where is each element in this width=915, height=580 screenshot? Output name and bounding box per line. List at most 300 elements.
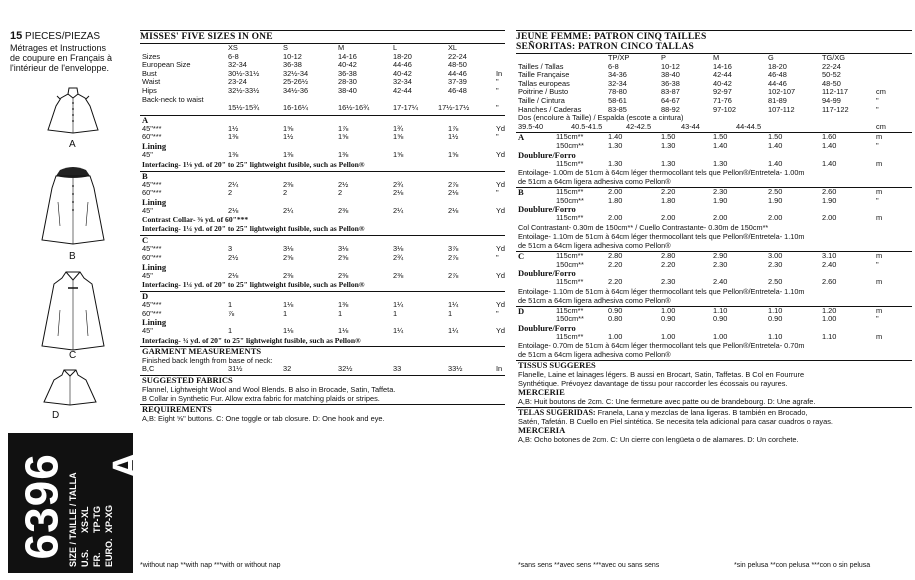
- row-unit: cm: [876, 121, 886, 131]
- fr-label: FR.: [92, 552, 102, 567]
- row-value: 22-24: [448, 51, 467, 61]
- row-value: 1¼: [448, 300, 459, 310]
- mercerie-line: A,B: Huit boutons de 2cm. C: Une fermeture avec patte ou de brandebourg. D: Une agrafe.: [518, 397, 816, 407]
- row-label: Hanches / Caderas: [518, 104, 582, 114]
- row-value: 0.90: [713, 314, 728, 324]
- row-value: 0.90: [608, 305, 623, 315]
- row-value: 1.10: [822, 331, 837, 341]
- row-value: 1: [228, 300, 233, 310]
- row-value: 1.50: [661, 132, 676, 142]
- row-value: 38-40: [661, 70, 680, 80]
- row-unit: m: [876, 277, 883, 287]
- row-value: ⅞: [228, 308, 235, 318]
- row-value: 42-44: [713, 70, 732, 80]
- row-value: 1.60: [822, 132, 837, 142]
- row-value: 1¼: [393, 326, 404, 336]
- row-value: 1.80: [661, 195, 676, 205]
- row-value: 1: [393, 308, 398, 318]
- row-value: 2.00: [661, 213, 676, 223]
- row-value: 31½: [228, 363, 243, 373]
- row-value: 48-50: [448, 60, 467, 70]
- row-label: Bust: [142, 68, 157, 78]
- view-b-label: B: [69, 251, 76, 262]
- row-value: 0.90: [661, 314, 676, 324]
- row-value: 1.00: [608, 331, 623, 341]
- row-unit: cm: [876, 87, 886, 97]
- row-label: 45": [142, 270, 153, 280]
- row-value: 1.40: [768, 158, 783, 168]
- view-letter-a: A: [142, 114, 149, 125]
- row-value: 2.90: [713, 250, 728, 260]
- french-header: JEUNE FEMME: PATRON CINQ TAILLES: [516, 30, 912, 42]
- row-label: 45": [142, 149, 153, 159]
- view-d-label: D: [52, 410, 60, 421]
- row-value: 1.90: [768, 195, 783, 205]
- row-value: 42-42.5: [626, 121, 652, 131]
- merceria-header: MERCERIA: [518, 425, 566, 436]
- row-value: 16½-16¾: [338, 103, 370, 113]
- row-value: 1.30: [608, 158, 623, 168]
- row-value: 10-12: [661, 61, 680, 71]
- row-value: 44-46: [393, 60, 412, 70]
- english-header: MISSES' FIVE SIZES IN ONE: [140, 30, 505, 44]
- spanish-header: SEÑORITAS: PATRON CINCO TALLAS: [516, 42, 912, 54]
- row-value: 112-117: [822, 87, 849, 97]
- row-value: 10-12: [283, 51, 302, 61]
- row-value: 17½-17½: [438, 103, 470, 113]
- row-value: 1⅞: [448, 123, 459, 133]
- row-value: 1: [448, 308, 453, 318]
- row-label: Hips: [142, 85, 157, 95]
- row-unit: Yd: [496, 244, 506, 254]
- french-spanish-section: [516, 30, 912, 575]
- row-value: 1⅜: [338, 300, 349, 310]
- lining-label: Doublure/Forro: [518, 268, 576, 279]
- row-value: 2¾: [393, 179, 404, 189]
- row-value: 1½: [283, 132, 294, 142]
- row-value: 1.00: [713, 331, 728, 341]
- row-unit: In: [496, 363, 503, 373]
- envelope-instructions: Métrages et Instructions de coupure en Français à l'intérieur de l'enveloppe.: [10, 43, 113, 73]
- lining-label: Lining: [142, 140, 167, 151]
- interfacing-note: de 51cm a 64cm ligera adhesiva como Pellon®: [518, 350, 671, 360]
- interfacing-note: de 51cm a 64cm ligera adhesiva como Pellon®: [518, 240, 671, 250]
- pattern-number-box: [8, 433, 148, 573]
- row-value: 2.00: [822, 213, 837, 223]
- row-label: 150cm**: [556, 140, 584, 150]
- row-label: European Size: [142, 60, 191, 70]
- row-value: 44-44.5: [736, 121, 762, 131]
- row-unit: ": [496, 77, 499, 87]
- row-unit: ": [496, 103, 499, 113]
- mercerie-header: MERCERIE: [518, 387, 565, 398]
- row-value: 18-20: [768, 61, 787, 71]
- row-value: 2.40: [713, 277, 728, 287]
- view-d-illustration: [40, 368, 100, 408]
- row-value: 30½-31½: [228, 68, 260, 78]
- row-label: 60"***: [142, 308, 162, 318]
- lining-label: Doublure/Forro: [518, 149, 576, 160]
- size-col-header: P: [661, 53, 666, 62]
- interfacing-note: de 51cm a 64cm ligera adhesiva como Pellon®: [518, 177, 671, 187]
- lining-row: [140, 207, 505, 216]
- row-value: 44-46: [768, 78, 787, 88]
- row-value: 2¼: [228, 179, 239, 189]
- row-value: 1½: [228, 123, 239, 133]
- requirements-line: A,B: Eight ⅝" buttons. C: One toggle or tab closure. D: One hook and eye.: [142, 414, 385, 424]
- size-col-header: XL: [448, 43, 458, 52]
- row-value: 2⅛: [448, 188, 459, 198]
- row-label: 115cm**: [556, 132, 584, 142]
- row-value: 46-48: [448, 85, 467, 95]
- dos-row: [516, 123, 912, 132]
- row-value: 64-67: [661, 95, 680, 105]
- row-value: 2⅝: [283, 252, 294, 262]
- row-value: 2½: [338, 179, 349, 189]
- row-value: 1⅛: [283, 326, 294, 336]
- row-label: 150cm**: [556, 314, 584, 324]
- tissus-header: TISSUS SUGGERES: [518, 360, 596, 371]
- row-unit: ": [876, 140, 879, 150]
- row-value: 17-17¼: [393, 103, 419, 113]
- row-label: Taille / Cintura: [518, 95, 565, 105]
- row-value: 1.30: [608, 140, 623, 150]
- row-value: 1¼: [448, 326, 459, 336]
- english-footnote: *without nap **with nap ***with or without nap: [140, 562, 281, 569]
- lining-row: [516, 278, 912, 287]
- row-value: 2.20: [608, 259, 623, 269]
- view-letter-b: B: [142, 170, 148, 181]
- row-value: 1.00: [822, 314, 837, 324]
- row-value: 1.80: [608, 195, 623, 205]
- row-value: 32-34: [393, 77, 412, 87]
- view-letter-b: B: [518, 187, 524, 198]
- row-value: 2⅛: [228, 205, 239, 215]
- row-value: 1.90: [822, 195, 837, 205]
- row-value: 3.00: [768, 250, 783, 260]
- row-value: 2.00: [713, 213, 728, 223]
- row-value: 2.20: [661, 187, 676, 197]
- row-value: 2⅞: [448, 252, 459, 262]
- row-value: 2.60: [822, 187, 837, 197]
- row-label: 115cm**: [556, 158, 584, 168]
- row-value: 71-76: [713, 95, 732, 105]
- row-unit: m: [876, 331, 883, 341]
- garment-text: Finished back length from base of neck:: [142, 355, 273, 365]
- row-value: 36-38: [283, 60, 302, 70]
- row-unit: ": [496, 85, 499, 95]
- lining-row: [140, 151, 505, 160]
- row-value: 2¼: [393, 205, 404, 215]
- row-value: 40-42: [713, 78, 732, 88]
- yardage-row: [140, 310, 505, 319]
- view-letter-d: D: [518, 305, 525, 316]
- row-value: 37-39: [448, 77, 467, 87]
- row-value: 32: [283, 363, 292, 373]
- row-value: 3⅛: [283, 244, 294, 254]
- telas-text: Franela, Lana y mezclas de lana ligeras. B también en Brocado,: [595, 408, 808, 418]
- size-col-header: XS: [228, 43, 238, 52]
- row-value: 2.50: [768, 187, 783, 197]
- row-unit: m: [876, 213, 883, 223]
- yardage-row: [140, 189, 505, 198]
- row-value: 83-85: [608, 104, 627, 114]
- row-value: 14-16: [338, 51, 357, 61]
- pieces-count: 15 PIECES/PIEZAS: [10, 30, 101, 42]
- french-footnote: *sans sens **avec sens ***avec ou sans sens: [518, 562, 660, 569]
- row-value: 1.10: [768, 331, 783, 341]
- interfacing-note: de 51cm a 64cm ligera adhesiva como Pellon®: [518, 295, 671, 305]
- fabrics-line: B Collar in Synthetic Fur. Allow extra fabric for matching plaids or stripes.: [142, 394, 380, 404]
- row-value: 1⅞: [338, 123, 349, 133]
- row-unit: Yd: [496, 179, 506, 189]
- row-value: 2: [283, 188, 288, 198]
- row-label: 45"***: [142, 179, 162, 189]
- row-value: 2.80: [661, 250, 676, 260]
- row-value: 1⅝: [393, 149, 404, 159]
- size-col-header: M: [713, 53, 720, 62]
- fr-sizes: TP-TG: [92, 506, 102, 533]
- row-value: 2⅞: [448, 270, 459, 280]
- row-label: 115cm**: [556, 213, 584, 223]
- interfacing-note: Interfacing- ¾ yd. of 20" to 25" lightweight fusible, such as Pellon®: [142, 335, 361, 345]
- row-unit: ": [876, 104, 879, 114]
- row-label: Tailles / Tallas: [518, 61, 564, 71]
- row-label: 115cm**: [556, 277, 584, 287]
- view-a-illustration: [40, 86, 106, 138]
- row-value: 39.5-40: [518, 121, 544, 131]
- row-value: 33½: [448, 363, 463, 373]
- lining-label: Lining: [142, 261, 167, 272]
- row-value: 2⅜: [338, 205, 349, 215]
- garment-row: [140, 365, 505, 374]
- row-label: 45": [142, 205, 153, 215]
- row-value: 2⅞: [448, 179, 459, 189]
- row-unit: ": [496, 252, 499, 262]
- size-col-header: S: [283, 43, 288, 52]
- row-unit: ": [496, 308, 499, 318]
- row-value: 2.00: [608, 187, 623, 197]
- row-value: 3.10: [822, 250, 837, 260]
- row-value: 2.30: [713, 259, 728, 269]
- row-value: 1¼: [393, 300, 404, 310]
- row-value: 1.00: [661, 331, 676, 341]
- us-sizes: XS-XL: [80, 506, 90, 533]
- row-value: 1: [283, 308, 288, 318]
- row-unit: m: [876, 132, 883, 142]
- view-letter-c: C: [518, 250, 525, 261]
- row-value: 1⅛: [338, 326, 349, 336]
- row-value: 46-48: [768, 70, 787, 80]
- row-value: 1¾: [393, 123, 404, 133]
- row-label: Dos (encolure à Taille) / Espalda (escote a cintura): [518, 113, 684, 123]
- row-unit: In: [496, 68, 503, 78]
- row-value: 22-24: [822, 61, 841, 71]
- row-value: 23-24: [228, 77, 247, 87]
- interfacing-note: Entoilage- 0.70m de 51cm à 64cm léger thermocollant tels que Pellon®/Entretela- 0.70m: [518, 341, 805, 351]
- row-value: 0.80: [608, 314, 623, 324]
- row-unit: m: [876, 158, 883, 168]
- row-value: 1⅛: [283, 300, 294, 310]
- lining-label: Doublure/Forro: [518, 322, 576, 333]
- row-value: 1⅜: [283, 149, 294, 159]
- merceria-line: A,B: Ocho botones de 2cm. C: Un cierre con lengüeta o de alamares. D: Un corchete.: [518, 435, 799, 445]
- row-value: 1.40: [768, 140, 783, 150]
- row-value: 2: [228, 188, 233, 198]
- row-value: 40.5-41.5: [571, 121, 603, 131]
- tissus-line: Synthétique. Prévoyez davantage de tissu pour raccorder les écossais ou rayures.: [518, 379, 788, 389]
- row-value: 34-36: [608, 70, 627, 80]
- row-value: 102-107: [768, 87, 796, 97]
- row-unit: Yd: [496, 270, 506, 280]
- row-unit: Yd: [496, 149, 506, 159]
- row-value: 2⅛: [448, 205, 459, 215]
- row-value: 2.00: [608, 213, 623, 223]
- row-value: 1.10: [768, 305, 783, 315]
- row-value: 28-30: [338, 77, 357, 87]
- view-c-label: C: [69, 350, 77, 361]
- row-value: 32-34: [608, 78, 627, 88]
- row-value: 1.50: [713, 132, 728, 142]
- row-value: 2⅜: [338, 270, 349, 280]
- row-value: 88-92: [661, 104, 680, 114]
- row-value: 33: [393, 363, 402, 373]
- row-unit: ": [496, 132, 499, 142]
- row-value: 15½-15¾: [228, 103, 260, 113]
- lining-row: [516, 333, 912, 342]
- row-value: 44-46: [448, 68, 467, 78]
- row-value: 43-44: [681, 121, 700, 131]
- row-value: 1.00: [661, 305, 676, 315]
- tissus-line: Flanelle, Laine et lainages légers. B aussi en Brocart, Satin, Taffetas. B Col en Fourrure: [518, 370, 805, 380]
- row-value: 97-102: [713, 104, 737, 114]
- row-value: 2.50: [768, 277, 783, 287]
- yardage-row: [140, 133, 505, 142]
- row-value: 3: [228, 244, 233, 254]
- row-label: 115cm**: [556, 305, 584, 315]
- row-value: 32-34: [228, 60, 247, 70]
- size-col-header: L: [393, 43, 398, 52]
- pattern-number: 6396: [15, 453, 68, 560]
- row-value: 1⅝: [393, 132, 404, 142]
- row-value: 6-8: [228, 51, 239, 61]
- row-label: 45"***: [142, 244, 162, 254]
- view-letter: A: [106, 451, 148, 479]
- row-label: Poitrine / Busto: [518, 87, 569, 97]
- telas-line-1: [516, 408, 912, 417]
- row-unit: m: [876, 187, 883, 197]
- row-value: 42-44: [393, 85, 412, 95]
- us-label: U.S.: [80, 549, 90, 567]
- row-value: 50-52: [822, 70, 841, 80]
- row-value: 16-16¼: [283, 103, 309, 113]
- lining-label: Lining: [142, 317, 167, 328]
- lining-label: Doublure/Forro: [518, 204, 576, 215]
- telas-line-2: Satén, Tafetán. B Cuello en Piel sintética. Se necesita tela adicional para casar cuadros o rayas.: [518, 417, 833, 427]
- row-label: 115cm**: [556, 331, 584, 341]
- interfacing-note: Contrast Collar- ⅜ yd. of 60"***: [142, 215, 249, 225]
- lining-row: [516, 160, 912, 169]
- row-value: 2⅜: [393, 270, 404, 280]
- interfacing-note: Entoilage- 1.00m de 51cm à 64cm léger thermocollant tels que Pellon®/Entretela- 1.00m: [518, 168, 805, 178]
- row-label: 45": [142, 326, 153, 336]
- euro-label: EURO.: [104, 538, 114, 567]
- row-value: 34½-36: [283, 85, 309, 95]
- row-value: 1.40: [713, 140, 728, 150]
- row-value: 2.40: [822, 259, 837, 269]
- row-value: 2: [338, 188, 343, 198]
- row-value: 1.30: [661, 140, 676, 150]
- view-letter-c: C: [142, 235, 149, 246]
- row-label: Sizes: [142, 51, 161, 61]
- spanish-footnote: *sin pelusa **con pelusa ***con o sin pelusa: [734, 562, 871, 569]
- lining-label: Lining: [142, 196, 167, 207]
- row-value: 1⅜: [228, 132, 239, 142]
- row-value: 1⅝: [338, 132, 349, 142]
- row-value: 32½-33½: [228, 85, 260, 95]
- view-letter-a: A: [518, 132, 525, 143]
- row-value: 3⅞: [448, 244, 459, 254]
- interfacing-note: Col Contrastant- 0.30m de 150cm** / Cuello Contrastante- 0.30m de 150cm**: [518, 222, 769, 232]
- row-label: 60"***: [142, 252, 162, 262]
- row-value: 1.40: [608, 132, 623, 142]
- row-value: 40-42: [338, 60, 357, 70]
- row-value: 2⅝: [338, 252, 349, 262]
- row-unit: m: [876, 250, 883, 260]
- row-unit: m: [876, 305, 883, 315]
- row-value: 0.90: [768, 314, 783, 324]
- row-value: 81-89: [768, 95, 787, 105]
- row-value: 1.40: [822, 140, 837, 150]
- row-value: 2.30: [661, 277, 676, 287]
- row-unit: ": [876, 95, 879, 105]
- row-unit: ": [496, 188, 499, 198]
- row-label: 115cm**: [556, 250, 584, 260]
- row-value: 83-87: [661, 87, 680, 97]
- row-value: 1⅝: [283, 123, 294, 133]
- euro-sizes: XP-XG: [104, 504, 114, 533]
- view-c-illustration: [38, 270, 108, 352]
- row-value: 40-42: [393, 68, 412, 78]
- row-value: 2.30: [713, 187, 728, 197]
- row-value: 78-80: [608, 87, 627, 97]
- row-value: 6-8: [608, 61, 619, 71]
- row-value: 107-112: [768, 104, 795, 114]
- size-col-header: TP/XP: [608, 53, 630, 62]
- telas-header: TELAS SUGERIDAS:: [518, 408, 596, 418]
- row-unit: Yd: [496, 205, 506, 215]
- row-value: 2⅜: [283, 270, 294, 280]
- row-value: 1: [338, 308, 343, 318]
- row-label: Back-neck to waist: [142, 94, 204, 104]
- row-value: 2½: [228, 252, 239, 262]
- row-value: 3⅛: [393, 244, 404, 254]
- row-value: 2.80: [608, 250, 623, 260]
- garment-header: GARMENT MEASUREMENTS: [142, 345, 262, 356]
- row-unit: Yd: [496, 326, 506, 336]
- size-col-header: TG/XG: [822, 53, 845, 62]
- row-unit: ": [876, 259, 879, 269]
- row-value: 2.60: [822, 277, 837, 287]
- row-label: 45"***: [142, 300, 162, 310]
- interfacing-note: Interfacing- 1¼ yd. of 20" to 25" lightweight fusible, such as Pellon®: [142, 280, 365, 290]
- row-value: 2.00: [768, 213, 783, 223]
- row-value: 1.30: [713, 158, 728, 168]
- row-value: 2⅛: [228, 270, 239, 280]
- row-value: 94-99: [822, 95, 841, 105]
- row-label: 45"***: [142, 123, 162, 133]
- row-value: 1.10: [713, 305, 728, 315]
